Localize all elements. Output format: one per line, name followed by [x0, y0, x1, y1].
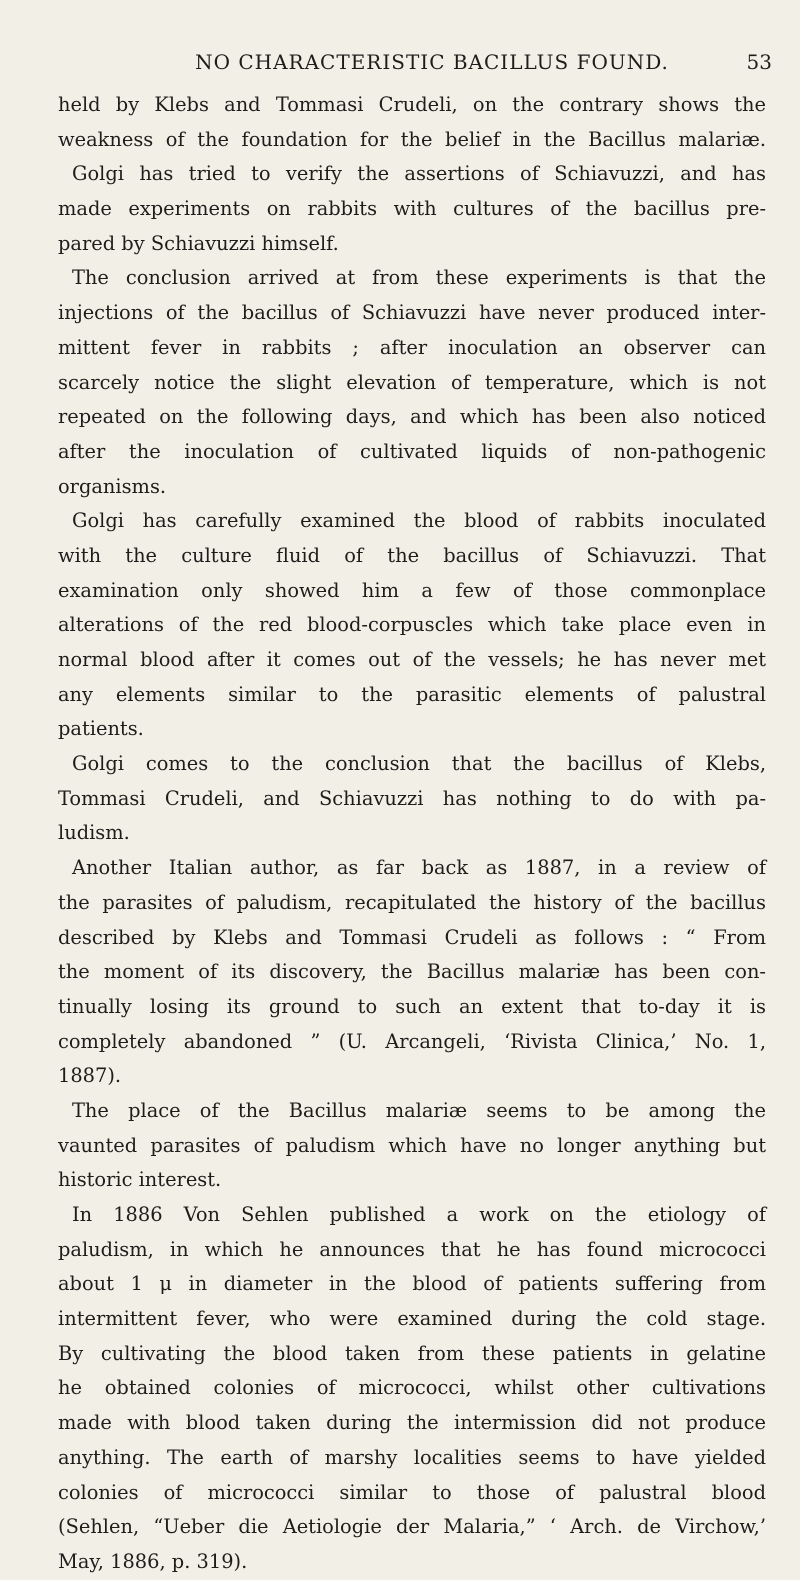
- text-line: Golgi has carefully examined the blood of rabbits inoculated: [72, 509, 766, 533]
- text-line: anything. The earth of marshy localities seems to have yielded: [58, 1445, 766, 1469]
- text-line: the moment of its discovery, the Bacillus malariæ has been con-: [58, 960, 766, 984]
- text-line: Golgi has tried to verify the assertions of Schiavuzzi, and has: [72, 162, 766, 186]
- text-line: any elements similar to the parasitic elements of palustral: [58, 682, 766, 706]
- body-text: [58, 88, 766, 1580]
- text-line: injections of the bacillus of Schiavuzzi have never produced inter-: [58, 301, 766, 325]
- text-line: repeated on the following days, and which has been also noticed: [58, 405, 766, 429]
- text-line: In 1886 Von Sehlen published a work on the etiology of: [72, 1203, 766, 1226]
- text-line: after the inoculation of cultivated liquids of non-pathogenic: [58, 439, 766, 463]
- text-line: vaunted parasites of paludism which have no longer anything but: [58, 1133, 766, 1157]
- text-line: intermittent fever, who were examined during the cold stage.: [58, 1307, 766, 1331]
- text-line: Another Italian author, as far back as 1887, in a review of: [72, 856, 766, 880]
- text-line: scarcely notice the slight elevation of temperature, which is not: [58, 370, 766, 394]
- page-header: [92, 50, 772, 80]
- text-line: The place of the Bacillus malariæ seems to be among the: [72, 1098, 766, 1122]
- text-line: the parasites of paludism, recapitulated the history of the bacillus: [58, 890, 766, 914]
- text-line: By cultivating the blood taken from these patients in gelatine: [58, 1341, 766, 1365]
- text-line: tinually losing its ground to such an extent that to-day it is: [58, 994, 766, 1018]
- text-line: alterations of the red blood-corpuscles which take place even in: [58, 613, 766, 637]
- text-line: completely abandoned ” (U. Arcangeli, ‘Rivista Clinica,’ No. 1,: [58, 1029, 766, 1053]
- text-line: ludism.: [58, 821, 130, 845]
- text-line: with the culture fluid of the bacillus of Schiavuzzi. That: [58, 543, 766, 567]
- text-line: weakness of the foundation for the belief in the Bacillus malariæ.: [58, 127, 766, 151]
- text-line: examination only showed him a few of those commonplace: [58, 578, 766, 602]
- text-line: paludism, in which he announces that he has found micrococci: [58, 1237, 766, 1261]
- text-line: Golgi comes to the conclusion that the bacillus of Klebs,: [72, 752, 766, 776]
- text-line: May, 1886, p. 319).: [58, 1549, 248, 1573]
- text-line: held by Klebs and Tommasi Crudeli, on the contrary shows the: [58, 93, 766, 116]
- text-line: (Sehlen, “Ueber die Aetiologie der Malaria,” ‘ Arch. de Virchow,’: [58, 1515, 766, 1539]
- text-line: made experiments on rabbits with cultures of the bacillus pre-: [58, 197, 766, 221]
- text-line: pared by Schiavuzzi himself.: [58, 231, 339, 255]
- text-line: historic interest.: [58, 1168, 222, 1192]
- text-line: made with blood taken during the intermission did not produce: [58, 1411, 766, 1435]
- text-line: he obtained colonies of micrococci, whilst other cultivations: [58, 1376, 766, 1400]
- running-title: NO CHARACTERISTIC BACILLUS FOUND.: [195, 50, 669, 74]
- text-line: described by Klebs and Tommasi Crudeli as follows : “ From: [58, 925, 766, 949]
- text-line: colonies of micrococci similar to those of palustral blood: [58, 1480, 766, 1504]
- text-line: Tommasi Crudeli, and Schiavuzzi has nothing to do with pa-: [58, 786, 766, 810]
- text-line: about 1 μ in diameter in the blood of patients suffering from: [58, 1272, 766, 1296]
- text-line: organisms.: [58, 474, 167, 498]
- text-line: normal blood after it comes out of the vessels; he has never met: [58, 648, 766, 671]
- text-line: 1887).: [58, 1064, 122, 1088]
- text-line: patients.: [58, 717, 144, 741]
- text-line: The conclusion arrived at from these experiments is that the: [72, 266, 766, 290]
- page-number: 53: [746, 50, 772, 74]
- text-line: mittent fever in rabbits ; after inoculation an observer can: [58, 335, 766, 359]
